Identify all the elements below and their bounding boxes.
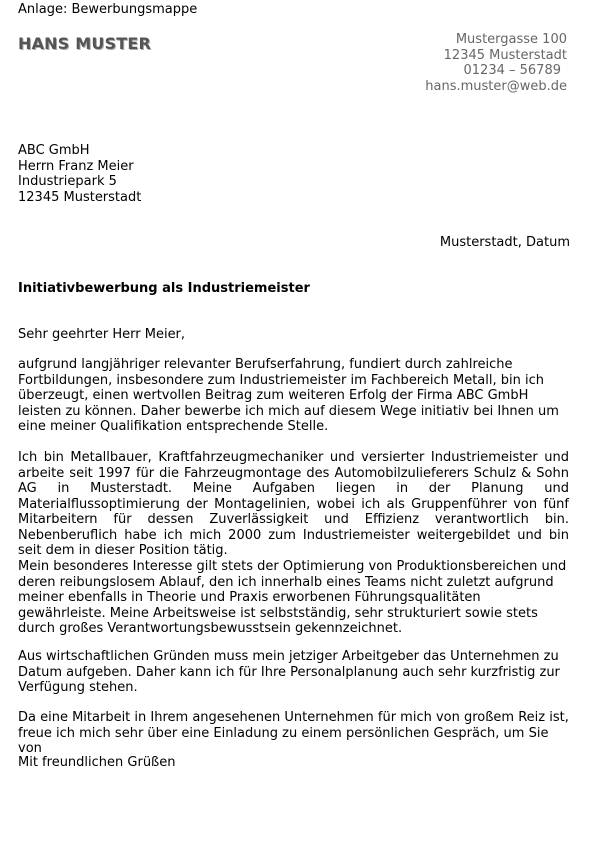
sender-phone: 01234 – 56789 [463,63,561,78]
paragraph-invitation: Da eine Mitarbeit in Ihrem angesehenen Unternehmen für mich von großem Reiz ist, freue ich mich sehr über eine Einladung zu einem persönlichen Gespräch, um Sie von [18,710,569,756]
closing-greeting: Mit freundlichen Grüßen [18,755,176,770]
sender-contact-block [425,32,567,94]
recipient-company: ABC GmbH [18,143,90,158]
recipient-address [18,143,141,205]
sender-city: 12345 Musterstadt [443,47,567,63]
letter-subject: Initiativbewerbung als Industriemeister [18,281,310,296]
paragraph-intro: aufgrund langjähriger relevanter Berufserfahrung, fundiert durch zahlreiche Fortbildungen, insbesondere zum Industriemeister im Fachbereich Metall, bin ich überzeugt, einen wertvollen Beitrag zum weiteren Erfolg der Firma ABC GmbH leisten zu können. Daher bewerbe ich mich auf diesem Wege initiativ bei Ihnen um eine meiner Qualifikation entsprechende Stelle. [18,357,559,434]
salutation: Sehr geehrter Herr Meier, [18,327,186,342]
recipient-city: 12345 Musterstadt [18,189,142,205]
sender-email: hans.muster@web.de [425,78,567,94]
recipient-street: Industriepark 5 [18,174,117,189]
place-date: Musterstadt, Datum [439,235,570,250]
recipient-contact: Herrn Franz Meier [18,158,134,174]
paragraph-interest: Mein besonderes Interesse gilt stets der Optimierung von Produktionsbereichen und deren reibungslosem Ablauf, den ich innerhalb eines Teams nicht zuletzt aufgrund meiner ebenfalls in Theorie und Praxis erworbenen Führungsqualitäten gewährleiste. Meine Arbeitsweise ist selbstständig, sehr strukturiert sowie stets durch großes Verantwortungsbewusstsein gekennzeichnet. [18,559,567,636]
paragraph-availability: Aus wirtschaftlichen Gründen muss mein jetziger Arbeitgeber das Unternehmen zu Datum aufgeben. Daher kann ich für Ihre Personalplanung auch sehr kurzfristig zur Verfügung stehen. [18,649,560,695]
paragraph-experience: Ich bin Metallbauer, Kraftfahrzeugmechaniker und versierter Industriemeister und arbeite seit 1997 für die Fahrzeugmontage des Automobilzulieferers Schulz & Sohn AG in Musterstadt. Meine Aufgaben liegen in der Planung und Materialflussoptimierung der Montagelinien, wobei ich als Gruppenführer von fünf Mitarbeitern für dessen Zuverlässigkeit und Effizienz verantwortlich bin. Nebenberuflich habe ich mich 2000 zum Industriemeister weitergebildet und bin seit dem in dieser Position tätig. [18,450,569,558]
attachment-line: Anlage: Bewerbungsmappe [18,2,198,17]
sender-name: HANS MUSTER [18,34,152,53]
sender-street: Mustergasse 100 [455,32,567,47]
